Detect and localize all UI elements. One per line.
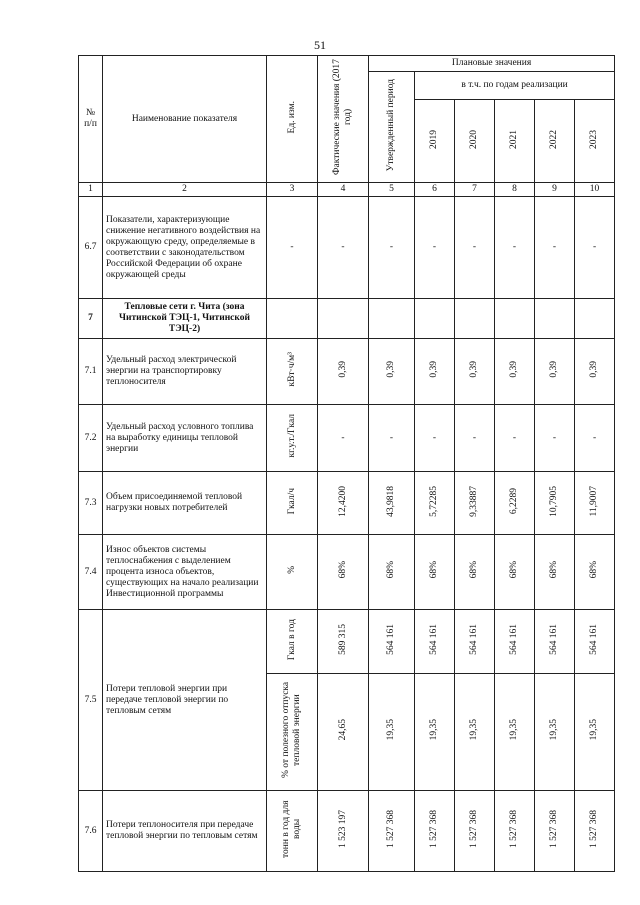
header-name: Наименование показателя — [103, 56, 267, 183]
col-number: 2 — [103, 183, 267, 197]
row-value: 68% — [415, 535, 455, 610]
row-value: - — [535, 197, 575, 299]
row-value: - — [415, 197, 455, 299]
header-by-years: в т.ч. по годам реализации — [415, 72, 615, 100]
row-value: 6,2289 — [495, 472, 535, 535]
row-num: 7 — [79, 299, 103, 339]
row-name: Потери теплоносителя при передаче тепловой энергии по тепловым сетям — [103, 791, 267, 872]
row-value: 68% — [369, 535, 415, 610]
row-value: 9,33887 — [455, 472, 495, 535]
row-value: 1 527 368 — [575, 791, 615, 872]
table-row — [79, 405, 615, 472]
col-number: 6 — [415, 183, 455, 197]
row-name: Объем присоединяемой тепловой нагрузки новых потребителей — [103, 472, 267, 535]
row-value: 0,39 — [535, 339, 575, 405]
row-value: 0,39 — [369, 339, 415, 405]
header-year-2023: 2023 — [575, 100, 615, 183]
header-year-2020: 2020 — [455, 100, 495, 183]
col-number: 8 — [495, 183, 535, 197]
row-value: - — [495, 197, 535, 299]
row-unit: % от полезного отпуска тепловой энергии — [267, 674, 318, 791]
row-num: 7.2 — [79, 405, 103, 472]
section-title: Тепловые сети г. Чита (зона Читинской ТЭЦ-1, Читинской ТЭЦ-2) — [103, 299, 267, 339]
row-name: Удельный расход электрической энергии на транспортировку теплоносителя — [103, 339, 267, 405]
row-name: Удельный расход условного топлива на выработку единицы тепловой энергии — [103, 405, 267, 472]
row-value: 564 161 — [575, 610, 615, 674]
row-name: Потери тепловой энергии при передаче тепловой энергии по тепловым сетям — [103, 610, 267, 791]
row-value: 68% — [535, 535, 575, 610]
row-unit: кг.у.т./Гкал — [267, 405, 318, 472]
table-row — [79, 610, 615, 674]
row-value: 0,39 — [318, 339, 369, 405]
table-row — [79, 791, 615, 872]
row-value: 564 161 — [535, 610, 575, 674]
row-value: 68% — [318, 535, 369, 610]
row-value: 68% — [575, 535, 615, 610]
header-year-2022: 2022 — [535, 100, 575, 183]
row-value: 43,9818 — [369, 472, 415, 535]
row-value: 10,7905 — [535, 472, 575, 535]
row-unit: Гкал/ч — [267, 472, 318, 535]
row-num: 6.7 — [79, 197, 103, 299]
col-number: 7 — [455, 183, 495, 197]
page-number: 51 — [314, 38, 326, 52]
row-value: - — [575, 197, 615, 299]
header-unit: Ед. изм. — [267, 56, 318, 183]
header-year-2021: 2021 — [495, 100, 535, 183]
row-value: 12,4200 — [318, 472, 369, 535]
row-value: - — [415, 405, 455, 472]
row-unit: - — [267, 197, 318, 299]
col-number: 9 — [535, 183, 575, 197]
row-num: 7.6 — [79, 791, 103, 872]
table-row — [79, 339, 615, 405]
table-row — [79, 197, 615, 299]
row-value: 0,39 — [495, 339, 535, 405]
row-value: - — [575, 405, 615, 472]
row-value: 564 161 — [495, 610, 535, 674]
row-value: 11,9007 — [575, 472, 615, 535]
row-value: - — [369, 197, 415, 299]
table-row — [79, 472, 615, 535]
row-value: - — [455, 405, 495, 472]
header-planned: Плановые значения — [369, 56, 615, 72]
row-value: 1 523 197 — [318, 791, 369, 872]
row-value: 19,35 — [535, 674, 575, 791]
row-value: 19,35 — [415, 674, 455, 791]
row-value: 0,39 — [455, 339, 495, 405]
header-actual: Фактические значения (2017 год) — [318, 56, 369, 183]
row-num: 7.1 — [79, 339, 103, 405]
table-row — [79, 535, 615, 610]
row-value: - — [369, 405, 415, 472]
row-value: 19,35 — [495, 674, 535, 791]
row-value: 19,35 — [575, 674, 615, 791]
row-value: 589 315 — [318, 610, 369, 674]
col-number: 5 — [369, 183, 415, 197]
row-name: Показатели, характеризующие снижение негативного воздействия на окружающую среду, определяемые в соответствии с законодательством Российской Федерации об охране окружающей среды — [103, 197, 267, 299]
row-num: 7.5 — [79, 610, 103, 791]
row-num: 7.4 — [79, 535, 103, 610]
col-number: 3 — [267, 183, 318, 197]
header-num: № п/п — [79, 56, 103, 183]
row-value: 1 527 368 — [535, 791, 575, 872]
row-value: 564 161 — [415, 610, 455, 674]
row-value: 19,35 — [369, 674, 415, 791]
row-value: - — [318, 197, 369, 299]
row-value: - — [318, 405, 369, 472]
section-row — [79, 299, 615, 339]
row-value: 68% — [455, 535, 495, 610]
row-value: - — [495, 405, 535, 472]
row-value: 1 527 368 — [369, 791, 415, 872]
col-number: 1 — [79, 183, 103, 197]
row-unit: тонн в год для воды — [267, 791, 318, 872]
row-value: 1 527 368 — [415, 791, 455, 872]
column-number-row — [79, 183, 615, 197]
col-number: 10 — [575, 183, 615, 197]
row-num: 7.3 — [79, 472, 103, 535]
col-number: 4 — [318, 183, 369, 197]
indicators-table — [78, 55, 615, 872]
row-unit: кВт·ч/м³ — [267, 339, 318, 405]
row-unit: % — [267, 535, 318, 610]
row-value: 5,72285 — [415, 472, 455, 535]
row-name: Износ объектов системы теплоснабжения с выделением процента износа объектов, существующих на начало реализации Инвестиционной программы — [103, 535, 267, 610]
row-value: 19,35 — [455, 674, 495, 791]
row-value: - — [535, 405, 575, 472]
row-value: 24,65 — [318, 674, 369, 791]
row-value: 564 161 — [455, 610, 495, 674]
row-unit: Гкал в год — [267, 610, 318, 674]
row-value: 1 527 368 — [495, 791, 535, 872]
row-value: 1 527 368 — [455, 791, 495, 872]
row-value: 68% — [495, 535, 535, 610]
row-value: 564 161 — [369, 610, 415, 674]
row-value: 0,39 — [575, 339, 615, 405]
header-approved: Утвержденный период — [369, 72, 415, 183]
header-year-2019: 2019 — [415, 100, 455, 183]
row-value: 0,39 — [415, 339, 455, 405]
row-value: - — [455, 197, 495, 299]
